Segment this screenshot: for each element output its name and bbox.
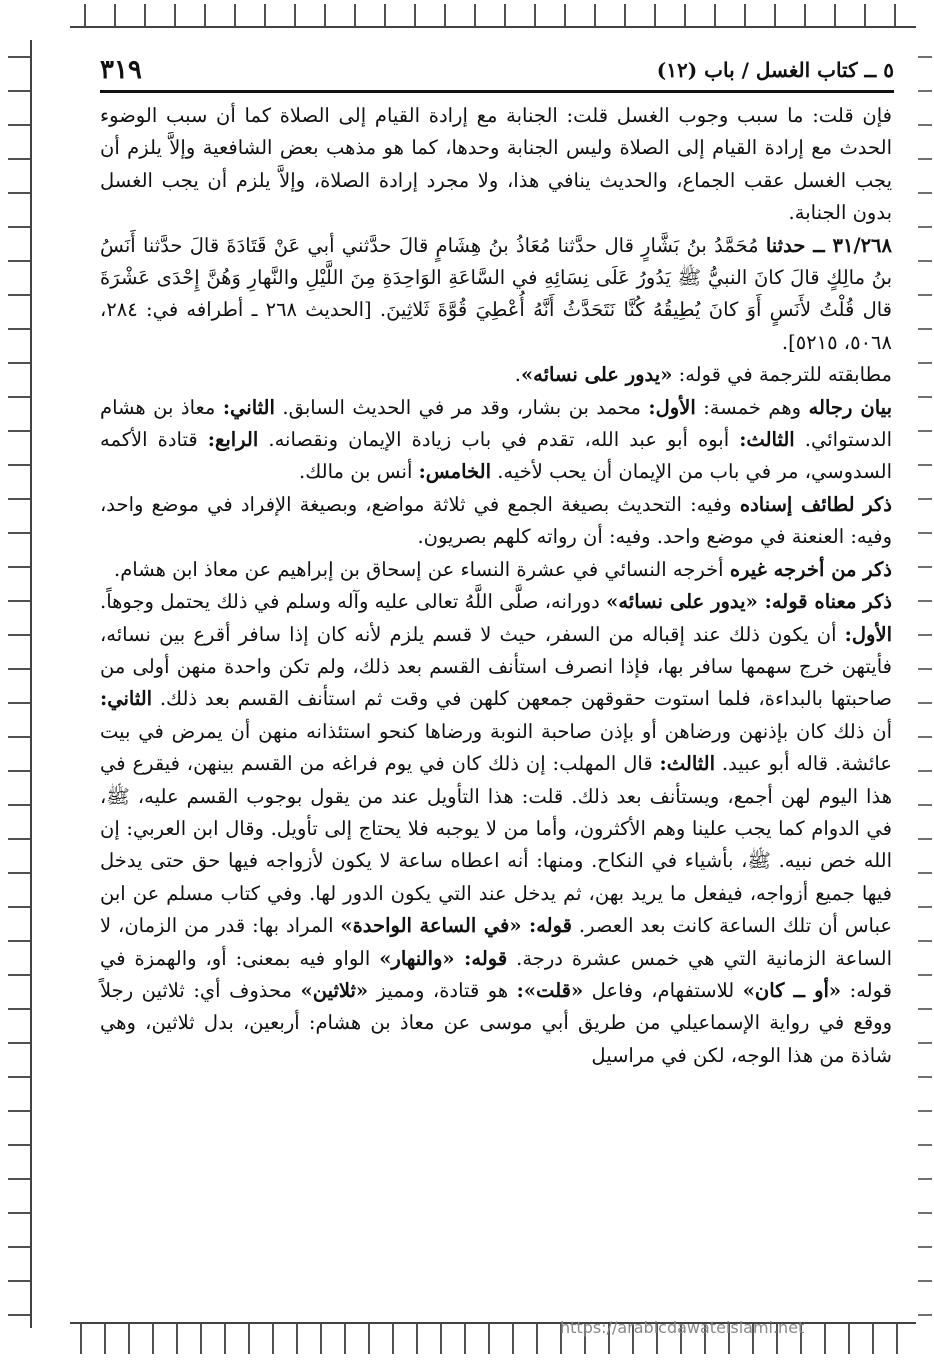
bold-heading-text: «يدور على نسائه»	[520, 363, 673, 387]
body-text: قال المهلب: إن ذلك كان في يوم فراغه من القسم بينهن، فيقرع في هذا اليوم لهن أجمع، ويستأنف بعد ذلك. قلت: هذا التأويل عند من يقول بوجوب القسم عليه، ﷺ، في الدوام كما يجب علينا وهم الأكثرون، وأما من لا يوجبه فلا يحتاج إلى تأويل. وقال ابن العربي: إن الله خص نبيه. ﷺ، بأشياء في النكاح. ومنها: أنه اعطاه ساعة لا يكون لأزواجه فيها حق حتى يدخل فيها جميع أزواجه، فيفعل ما يريد بهن، ثم يدخل عند التي يكون الدور لها. وفي كتاب مسلم عن ابن عباس أن تلك الساعة كانت بعد العصر.	[100, 752, 892, 938]
body-text: أبوه أبو عبد الله، تقدم في باب زيادة الإيمان ونقصانه.	[258, 428, 740, 452]
bold-heading-text: الثاني:	[222, 395, 275, 419]
body-text: أنس بن مالك.	[299, 460, 419, 484]
body-text: مطابقته للترجمة في قوله:	[672, 363, 892, 387]
bold-heading-text: ذكر من أخرجه غيره	[729, 557, 892, 581]
bold-heading-text: «قلت»:	[516, 978, 584, 1002]
paragraph	[100, 359, 892, 391]
body-text: محمد بن بشار، وقد مر في الحديث السابق.	[274, 395, 649, 419]
bold-heading-text: الخامس:	[418, 460, 491, 484]
page-body	[100, 100, 892, 1072]
site-watermark: https://arabicdawateislami.net	[560, 1318, 805, 1337]
chapter-title: ٥ ــ كتاب الغسل / باب (١٢)	[656, 58, 894, 82]
bold-heading-text: الثالث:	[739, 428, 795, 452]
paragraph	[100, 489, 892, 554]
body-text: أخرجه النسائي في عشرة النساء عن إسحاق بن إبراهيم عن معاذ ابن هشام.	[114, 557, 730, 581]
page-number: ٣١٩	[100, 55, 142, 85]
bold-heading-text: قوله: «في الساعة الواحدة»	[340, 914, 572, 938]
body-text: للاستفهام، وفاعل	[583, 978, 743, 1002]
body-text: المراد بها: قدر من الزمان، لا الساعة الزمانية التي هي خمس عشرة درجة.	[100, 914, 892, 970]
ornamental-border-right	[918, 40, 932, 1328]
paragraph	[100, 586, 892, 1072]
bold-heading-text: بيان رجاله	[808, 395, 892, 419]
bold-heading-text: ٣١/٢٦٨ ــ حدثنا	[765, 233, 892, 257]
bold-heading-text: «ثلاثين»	[300, 978, 369, 1002]
bold-heading-text: «أو ــ كان»	[742, 978, 842, 1002]
bold-heading-text: الأول:	[648, 395, 696, 419]
paragraph	[100, 392, 892, 489]
body-text: أن يكون ذلك عند إقباله من السفر، حيث لا قسم يلزم لأنه كان إذا سافر أقرع بين نسائه، فأيتهن خرج سهمها سافر بها، فإذا انصرف استأنف القسم بعد ذلك، ولم تكن واحدة منهن أولى من صاحبتها بالبداءة، فلما استوت حقوقهن جمعهن كلهن في وقت ثم استأنف القسم بعد ذلك.	[100, 622, 892, 711]
body-text: مُحَمَّدُ بنُ بَشَّارٍ قال حدَّثنا مُعَاذُ بنُ هِشَامٍ قالَ حدَّثني أبي عَنْ قَتَادَةَ قالَ حدَّثنا أَنَسُ بنُ مالِكٍ قالَ كانَ النبيُّ ﷺ يَدُورُ عَلَى نِسَائِهِ في السَّاعَةِ الوَاحِدَةِ مِنَ اللَّيْلِ والنَّهارِ وَهُنَّ إِحْدَى عَشْرَةَ قال قُلْتُ لأَنَسٍ أَوَ كانَ يُطِيقُهُ كُنَّا نَتَحَدَّثُ أَنَّهُ أُعْطِيَ قُوَّةَ ثَلاثِينَ. [الحديث ٢٦٨ ـ أطرافه في: ٢٨٤، ٥٠٦٨، ٥٢١٥].	[100, 233, 893, 354]
bold-heading-text: الرابع:	[207, 428, 259, 452]
ornamental-border-top	[70, 4, 916, 28]
body-text: أن ذلك كان بإذنهن ورضاهن أو بإذن صاحبة النوبة ورضاها كنحو استئذانه منهن أن يمرض في بيت عائشة. قاله أبو عبيد.	[100, 719, 892, 776]
bold-heading-text: قوله: «والنهار»	[379, 946, 508, 970]
bold-heading-text: الأول:	[844, 622, 892, 646]
bold-heading-text: ذكر معناه قوله: «يدور على نسائه»	[606, 590, 892, 614]
body-text: قتادة الأكمه السدوسي، مر في باب من الإيمان أن يحب لأخيه.	[100, 428, 892, 484]
paragraph	[100, 554, 892, 586]
body-text: محذوف أي: ثلاثين رجلاً ووقع في رواية الإسماعيلي من طريق أبي موسى عن معاذ بن هشام: أربعين، بدل ثلاثين، وهي شاذة من هذا الوجه، لكن في مراسيل	[100, 978, 892, 1067]
bold-heading-text: الثالث:	[659, 752, 716, 776]
page-header	[100, 50, 894, 93]
bold-heading-text: الثاني:	[100, 687, 153, 711]
body-text: معاذ بن هشام الدستوائي.	[100, 395, 892, 452]
body-text: وفيه: التحديث بصيغة الجمع في ثلاثة مواضع، وبصيغة الإفراد في موضع واحد، وفيه: العنعنة في موضع واحد. وفيه: أن رواته كلهم بصريون.	[100, 492, 892, 549]
ornamental-border-left	[8, 40, 32, 1328]
body-text: الواو فيه بمعنى: أو، والهمزة في قوله:	[100, 946, 892, 1002]
paragraph	[100, 230, 892, 360]
body-text: دورانه، صلَّى اللَّهُ تعالى عليه وآله وسلم في ذلك يحتمل وجوهاً.	[100, 590, 607, 614]
body-text: هو قتادة، ومميز	[368, 978, 517, 1002]
body-text: فإن قلت: ما سبب وجوب الغسل قلت: الجنابة مع إرادة القيام إلى الصلاة كما أن سبب الوضوء الحدث مع إرادة القيام إلى الصلاة وليس الجنابة وحدها، كما هو مذهب بعض الشافعية وإلاَّ يلزم أن يجب الغسل عقب الجماع، والحديث ينافي هذا، ولا مجرد إرادة الصلاة، وإلاَّ يلزم أن يجب الغسل بدون الجنابة.	[100, 104, 892, 225]
body-text: وهم خمسة:	[695, 395, 809, 419]
bold-heading-text: ذكر لطائف إسناده	[739, 492, 892, 516]
paragraph	[100, 100, 892, 230]
body-text: .	[514, 363, 521, 387]
